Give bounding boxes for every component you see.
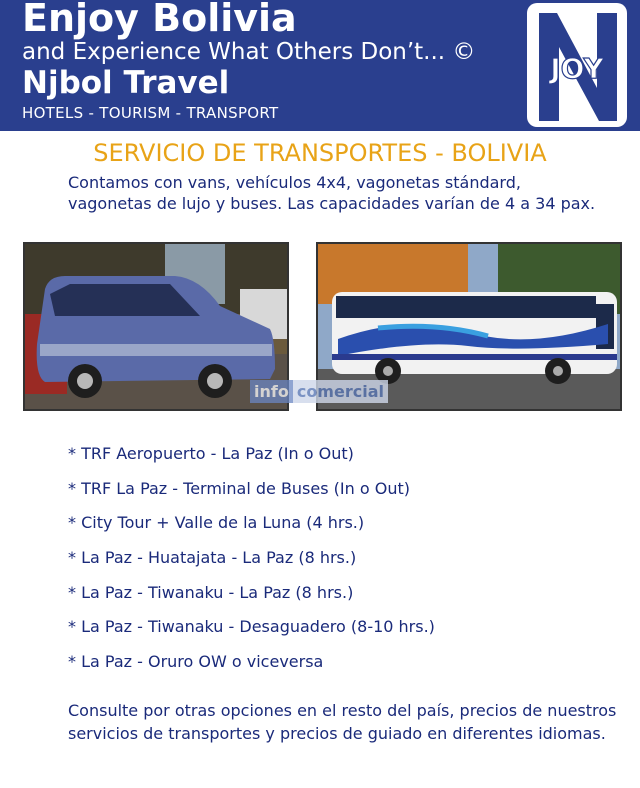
watermark-part2: comercial (293, 380, 388, 403)
njoy-logo (527, 3, 627, 127)
van-illustration (25, 244, 287, 409)
watermark (250, 382, 388, 408)
header-banner (0, 0, 640, 131)
section-title: SERVICIO DE TRANSPORTES - BOLIVIA (93, 139, 547, 167)
company-services: HOTELS - TOURISM - TRANSPORT (22, 104, 279, 122)
service-item: * La Paz - Tiwanaku - Desaguadero (8-10 hrs.) (68, 617, 435, 637)
brand-tagline: and Experience What Others Don’t... © (22, 39, 476, 65)
company-name: Njbol Travel (22, 65, 230, 101)
service-item: * La Paz - Huatajata - La Paz (8 hrs.) (68, 548, 357, 568)
footer-note: Consulte por otras opciones en el resto del país, precios de nuestros servicios de transportes y precios de guiado en diferentes idiomas. (68, 701, 617, 743)
service-item: * La Paz - Tiwanaku - La Paz (8 hrs.) (68, 582, 354, 602)
service-item: * City Tour + Valle de la Luna (4 hrs.) (68, 513, 365, 533)
services-list (68, 442, 435, 685)
service-item: * La Paz - Oruro OW o viceversa (68, 652, 324, 672)
logo-text: JOY (550, 52, 604, 85)
brand-title: Enjoy Bolivia (22, 0, 297, 40)
intro-text: Contamos con vans, vehículos 4x4, vagonetas stándard, vagonetas de lujo y buses. Las capacidades varían de 4 a 34 pax. (68, 173, 596, 213)
service-item: * TRF Aeropuerto - La Paz (In o Out) (68, 444, 354, 463)
watermark-part1: info (250, 380, 293, 403)
service-item: * TRF La Paz - Terminal de Buses (In o Out) (68, 478, 410, 498)
